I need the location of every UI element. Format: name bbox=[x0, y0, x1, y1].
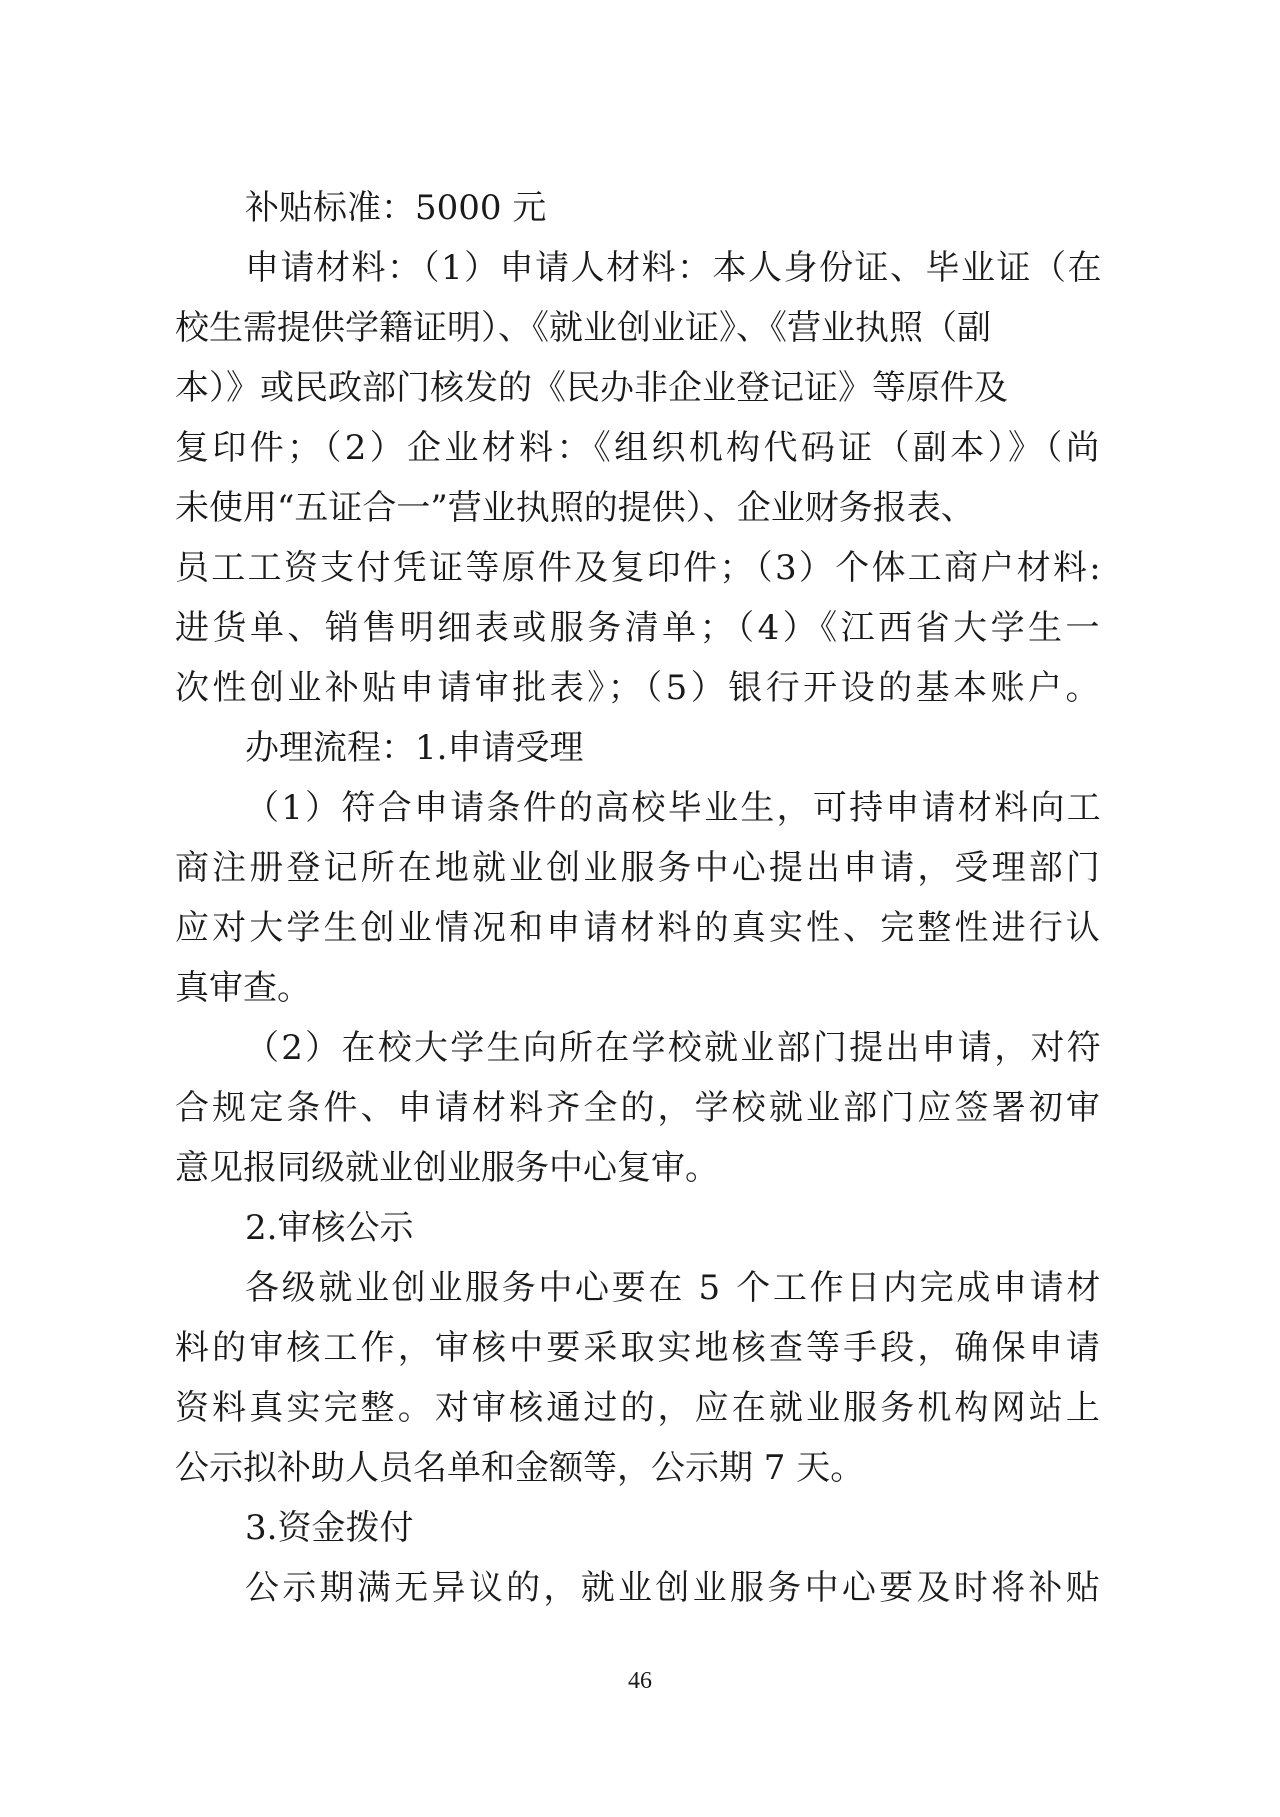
text-line: 校生需提供学籍证明）、《就业创业证》、《营业执照（副 bbox=[175, 308, 991, 348]
text-line: 2.审核公示 bbox=[245, 1208, 414, 1248]
document-body bbox=[175, 178, 1103, 1618]
text-line: 本）》或民政部门核发的《民办非企业登记证》等原件及 bbox=[175, 368, 1008, 408]
text-line: 进货单、销售明细表或服务清单；（4）《江西省大学生一 bbox=[175, 608, 1103, 648]
text-line: 3.资金拨付 bbox=[245, 1508, 414, 1548]
text-line: 申请材料：（1）申请人材料：本人身份证、毕业证（在 bbox=[245, 248, 1103, 288]
text-line: 补贴标准：5000 元 bbox=[245, 188, 547, 228]
text-line: 商注册登记所在地就业创业服务中心提出申请，受理部门 bbox=[175, 848, 1103, 888]
text-line: 应对大学生创业情况和申请材料的真实性、完整性进行认 bbox=[175, 908, 1103, 948]
text-line: 真审查。 bbox=[175, 968, 311, 1008]
page-number: 46 bbox=[628, 1668, 652, 1694]
text-line: 各级就业创业服务中心要在 5 个工作日内完成申请材 bbox=[245, 1268, 1103, 1308]
text-line: （2）在校大学生向所在学校就业部门提出申请，对符 bbox=[245, 1028, 1103, 1068]
text-line: 公示期满无异议的，就业创业服务中心要及时将补贴 bbox=[245, 1568, 1103, 1608]
text-line: 意见报同级就业创业服务中心复审。 bbox=[175, 1148, 719, 1188]
text-line: 未使用“五证合一”营业执照的提供）、企业财务报表、 bbox=[175, 488, 975, 528]
text-line: 次性创业补贴申请审批表》；（5）银行开设的基本账户。 bbox=[175, 668, 1103, 708]
text-line: 资料真实完整。对审核通过的，应在就业服务机构网站上 bbox=[175, 1388, 1103, 1428]
text-line: 复印件；（2）企业材料：《组织机构代码证（副本）》（尚 bbox=[175, 428, 1103, 468]
text-line: 料的审核工作，审核中要采取实地核查等手段，确保申请 bbox=[175, 1328, 1103, 1368]
text-line: 公示拟补助人员名单和金额等，公示期 7 天。 bbox=[175, 1448, 865, 1488]
text-block bbox=[175, 178, 1103, 1618]
text-line: 员工工资支付凭证等原件及复印件；（3）个体工商户材料: bbox=[175, 548, 1103, 588]
text-line: （1）符合申请条件的高校毕业生，可持申请材料向工 bbox=[245, 788, 1103, 828]
text-line: 合规定条件、申请材料齐全的，学校就业部门应签署初审 bbox=[175, 1088, 1103, 1128]
text-line: 办理流程：1.申请受理 bbox=[245, 728, 584, 768]
